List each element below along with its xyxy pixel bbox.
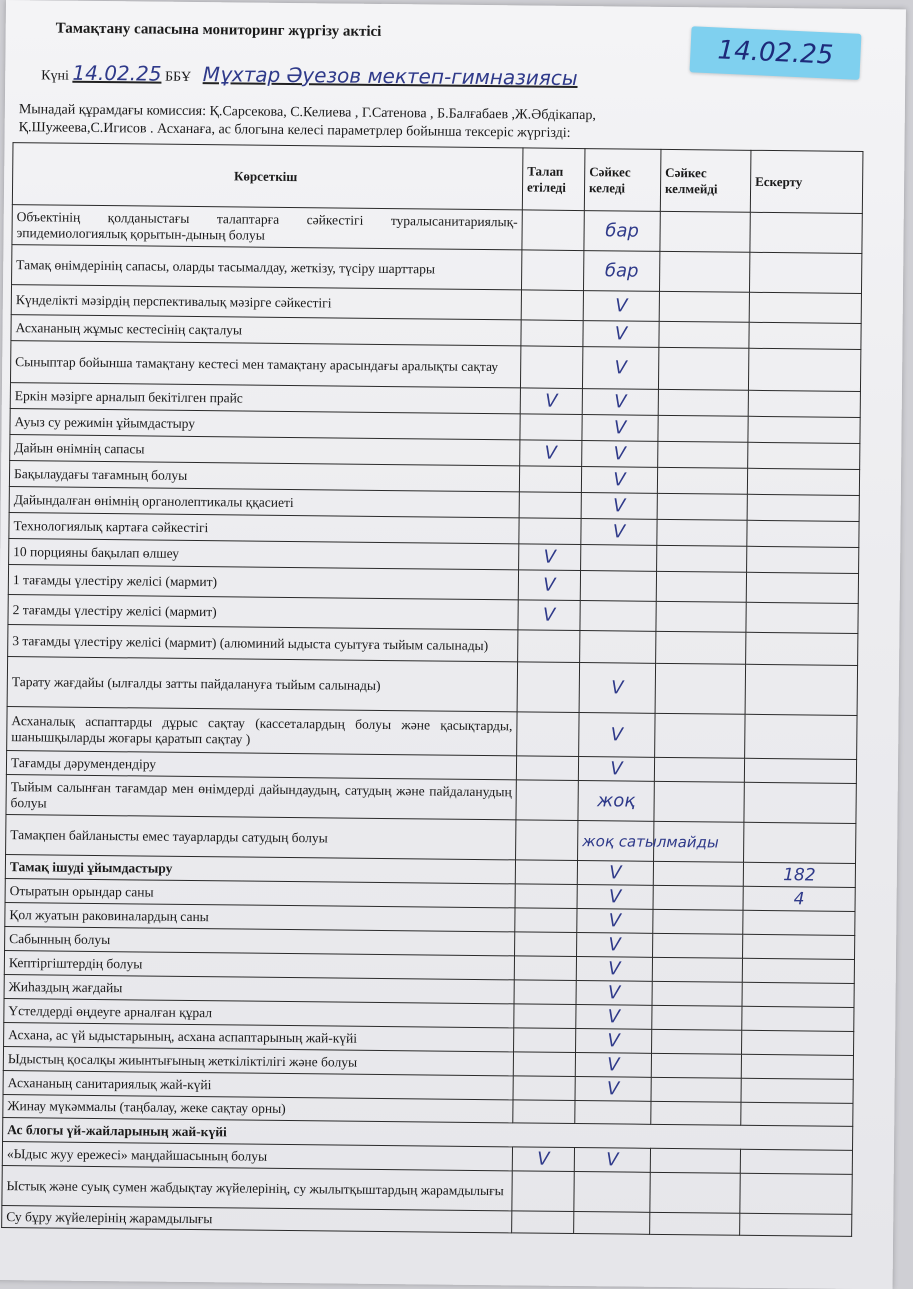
compliant-cell [574,1172,650,1213]
required-cell [515,860,577,885]
noncompliant-cell [657,467,747,494]
compliant-cell: V [576,957,652,982]
required-cell: V [520,440,582,467]
note-cell [743,934,855,959]
commission-line-2: Қ.Шужеева,С.Игисов . Асханаға, ас блогына келесі параметрлер бойынша тексеріс жүргізді: [18,120,571,141]
indicator-cell: Отыратын орындар саны [5,879,515,908]
indicator-cell: Асхананың жұмыс кестесінің сақталуы [11,315,521,346]
indicator-cell: Дайын өнімнің сапасы [10,435,520,466]
noncompliant-cell [652,981,742,1006]
compliant-cell [580,571,656,602]
required-cell [521,290,583,321]
compliant-cell: V [578,757,654,782]
document-title: Тамақтану сапасына мониторинг жүргізу актісі [55,20,382,40]
noncompliant-cell [651,1053,741,1078]
required-cell [519,518,581,545]
compliant-cell: жоқ [578,781,654,822]
required-cell [517,712,579,757]
indicator-cell: 2 тағамды үлестіру желісі (мармит) [8,595,518,630]
note-cell [748,390,860,417]
compliant-cell: V [583,321,659,348]
required-cell [517,662,580,713]
header-indicator: Көрсеткіш [12,143,523,210]
school-name: Мұхтар Әуезов мектеп-гимназиясы [202,62,578,90]
required-cell [512,1171,574,1212]
note-cell [742,1006,854,1031]
indicator-cell: Тамақ ішуді ұйымдастыру [5,855,515,884]
noncompliant-cell [656,631,746,664]
indicator-cell: Еркін мәзірге арналып бекітілген прайс [10,383,520,414]
sticky-note [690,26,862,80]
indicator-cell: Күнделікті мәзірдің перспективалық мәзірге сәйкестігі [11,285,521,320]
required-cell [518,630,580,663]
compliant-cell: V [581,493,657,520]
indicator-cell: Ыстық және суық сумен жабдықтау жүйелерінің, су жылытқыштардың жарамдылығы [2,1166,512,1211]
compliant-cell: V [576,981,652,1006]
required-cell [513,1100,575,1124]
required-cell [513,1052,575,1077]
note-cell [744,782,856,823]
required-cell [515,884,577,909]
indicator-cell: Су бұру жүйелерінің жарамдылығы [2,1206,512,1233]
compliant-cell [580,631,656,664]
indicator-cell: Тағамды дәрумендендіру [6,751,516,780]
compliant-cell: V [582,415,658,442]
note-cell [745,714,857,759]
noncompliant-cell [658,347,748,390]
note-cell [747,520,859,547]
note-cell [749,252,861,293]
compliant-cell: V [574,1148,650,1173]
compliant-cell: бар [583,251,659,292]
note-cell [749,292,861,323]
indicator-cell: Дайындалған өнімнің органолептикалы ққасиеті [9,487,519,518]
indicator-cell: Жинау мүкәммалы (таңбалау, жеке сақтау орны) [3,1095,513,1123]
note-cell [745,664,858,715]
note-cell [741,1102,853,1126]
note-cell [741,1054,853,1079]
compliant-cell: V [581,467,657,494]
required-cell [521,320,583,347]
noncompliant-cell [656,601,746,632]
required-cell [514,1004,576,1029]
required-cell [514,956,576,981]
compliant-cell: V [577,861,653,886]
indicator-cell: Тыйым салынған тағамдар мен өнімдерді дайындаудың, сатудың және пайдаланудың болуы [6,775,516,820]
indicator-cell: Қол жуатын раковиналардың саны [5,903,515,932]
indicator-cell: «Ыдыс жуу ережесі» маңдайшасының болуы [2,1142,512,1171]
required-cell [519,492,581,519]
header-noncompliant: Сәйкес келмейді [660,149,751,212]
sticky-note-text: 14.02.25 [716,35,834,71]
indicator-cell: Тамақпен байланысты емес тауарларды сатудың болуы [6,815,516,860]
note-cell [750,212,862,253]
noncompliant-cell [653,933,743,958]
compliant-cell: V [577,885,653,910]
compliant-cell [581,545,657,572]
note-cell [748,416,860,443]
date-label: Күні [41,68,70,84]
indicator-cell: Технологиялық картаға сәйкестігі [9,513,519,544]
indicator-cell: Асханалық аспаптарды дұрыс сақтау (кассеталардың болуы және қасықтарды, шанышқыларды жоғары қаратып сақтау ) [7,707,517,756]
note-cell [740,1149,852,1174]
noncompliant-cell [653,909,743,934]
note-cell [742,1030,854,1055]
indicator-cell: 10 порцияны бақылап өлшеу [9,539,519,570]
compliant-cell: V [575,1077,651,1102]
noncompliant-cell [653,861,743,886]
note-cell [744,758,856,783]
table-header-row [12,143,863,214]
noncompliant-cell [657,493,747,520]
required-cell [513,1076,575,1101]
required-cell [515,908,577,933]
required-cell [516,756,578,781]
compliant-cell: V [579,663,656,714]
indicator-cell: Объектінің қолданыстағы талаптарға сәйкестігі туралысанитариялық-эпидемиологиялық қорытын-дының болуы [12,205,522,250]
compliant-cell: V [576,1029,652,1054]
compliant-cell [580,601,656,632]
commission-line: Мынадай құрамдағы комиссия: Қ.Сарсекова, С.Келиева , Г.Сатенова , Б.Балғабаев ,Ж.Әбдікапар, [18,102,596,124]
noncompliant-cell [658,415,748,442]
note-cell: 182 [743,862,855,887]
compliant-cell: V [583,291,659,322]
noncompliant-cell [652,1029,742,1054]
noncompliant-cell [654,757,744,782]
indicator-cell: Сыныптар бойынша тамақтану кестесі мен тамақтану арасындағы аралықты сақтау [10,341,520,388]
note-cell [740,1173,852,1214]
indicator-cell: Үстелдерді өңдеуге арналған құрал [4,999,514,1028]
note-cell [747,494,859,521]
note-cell [749,322,861,349]
note-cell [748,442,860,469]
indicator-cell: Асхананың санитариялық жай-күйі [3,1071,513,1100]
required-cell: V [518,570,580,601]
indicator-cell: Тамақ өнімдерінің сапасы, оларды тасымалдау, жеткізу, түсіру шарттары [12,245,522,290]
note-cell [741,1078,853,1103]
noncompliant-cell [651,1101,741,1125]
noncompliant-cell [650,1172,740,1213]
note-cell [742,958,854,983]
compliant-cell: V [577,933,653,958]
compliant-cell: V [577,909,653,934]
indicator-cell: 1 тағамды үлестіру желісі (мармит) [8,565,518,600]
required-cell [522,210,584,251]
note-cell [744,822,856,863]
required-cell [516,820,578,861]
noncompliant-cell [652,1005,742,1030]
noncompliant-cell [650,1148,740,1173]
indicator-cell: Бақылаудағы тағамның болуы [9,461,519,492]
noncompliant-cell [654,781,744,822]
compliant-cell [575,1101,651,1125]
indicator-cell: 3 тағамды үлестіру желісі (мармит) (алюминий ыдыста суытуға тыйым салынады) [8,625,518,662]
indicator-cell: Жиһаздың жағдайы [4,975,514,1004]
note-cell [740,1213,852,1236]
inspection-table [1,142,863,1237]
indicator-cell: Тарату жағдайы (ылғалды затты пайдалануға тыйым салынады) [7,657,517,712]
compliant-cell: V [575,1053,651,1078]
required-cell: V [519,544,581,571]
indicator-cell: Ауыз су режимін ұйымдастыру [10,409,520,440]
compliant-cell: V [582,389,658,416]
noncompliant-cell [658,441,748,468]
note-cell [748,348,860,391]
note-cell: 4 [743,886,855,911]
required-cell [512,1211,574,1234]
compliant-cell: бар [584,211,660,252]
compliant-cell: V [579,713,655,758]
required-cell [520,346,582,389]
note-cell [747,546,859,573]
compliant-cell: V [582,347,658,390]
org-label: ББҰ [164,69,192,85]
required-cell [514,1028,576,1053]
required-cell: V [518,600,580,631]
compliant-cell: V [582,441,658,468]
date-line [41,60,578,90]
noncompliant-cell [653,885,743,910]
required-cell [514,980,576,1005]
note-cell [743,910,855,935]
noncompliant-cell [655,713,745,758]
header-required: Талап етіледі [522,148,585,211]
note-cell [746,572,858,603]
noncompliant-cell [657,519,747,546]
note-cell [742,982,854,1007]
noncompliant-cell [659,251,749,292]
required-cell [520,414,582,441]
noncompliant-cell [658,389,748,416]
noncompliant-cell [657,545,747,572]
required-cell: V [520,388,582,415]
noncompliant-cell [659,321,749,348]
noncompliant-cell [655,663,746,714]
required-cell [521,250,583,291]
noncompliant-cell [650,1212,740,1235]
compliant-cell: жоқ сатылмайды [578,821,654,862]
noncompliant-cell [656,571,746,602]
header-note: Ескерту [750,150,863,213]
required-cell [519,466,581,493]
indicator-cell: Сабынның болуы [5,927,515,956]
noncompliant-cell [651,1077,741,1102]
date-value: 14.02.25 [72,60,162,86]
indicator-cell: Кептіргіштердің болуы [4,951,514,980]
required-cell [516,780,578,821]
note-cell [746,602,858,633]
required-cell [515,932,577,957]
noncompliant-cell [659,291,749,322]
compliant-cell [574,1212,650,1235]
indicator-cell: Асхана, ас үй ыдыстарының, асхана аспаптарының жай-күйі [4,1023,514,1052]
table-row [7,657,857,716]
required-cell: V [512,1147,574,1172]
note-cell [746,632,858,665]
note-cell [747,468,859,495]
header-compliant: Сәйкес келеді [584,149,661,212]
compliant-cell: V [581,519,657,546]
compliant-cell: V [576,1005,652,1030]
noncompliant-cell [652,957,742,982]
indicator-cell: Ыдыстың қосалқы жиынтығының жеткіліктілігі және болуы [3,1047,513,1076]
noncompliant-cell [660,211,750,252]
section-title: Ас блогы үй-жайларының жай-күйі [3,1118,853,1151]
